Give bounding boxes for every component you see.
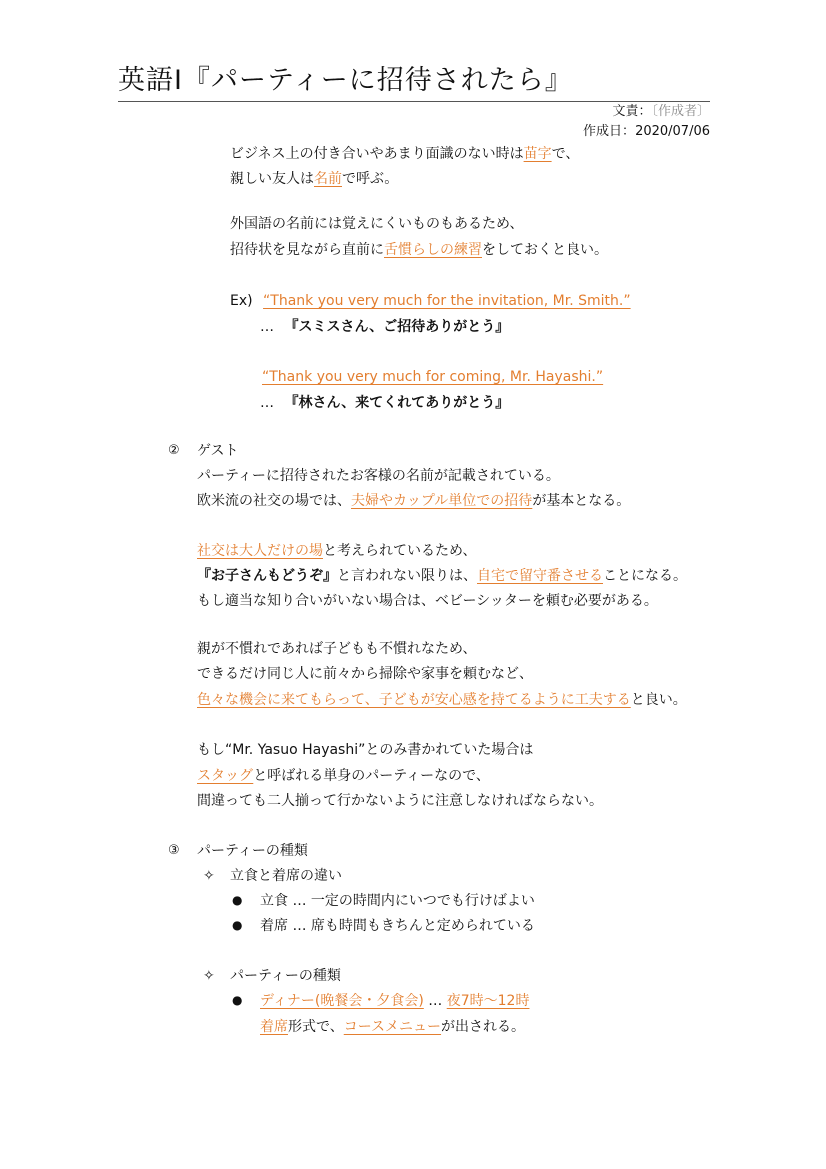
- guest-line-9: もし“Mr. Yasuo Hayashi”とのみ書かれていた場合は: [197, 742, 534, 758]
- date-label: 作成日：: [583, 124, 636, 139]
- guest-line-10: スタッグと呼ばれる単身のパーティーなので、: [197, 768, 490, 784]
- page-title: 英語Ⅰ『パーティーに招待されたら』: [118, 58, 710, 102]
- highlight-dinner: ディナー(晩餐会・夕食会): [260, 993, 424, 1009]
- bullet-standing: 立食 … 一定の時間内にいつでも行けばよい: [260, 893, 535, 909]
- highlight-stag: スタッグ: [197, 768, 254, 784]
- intro-line-1: ビジネス上の付き合いやあまり面識のない時は苗字で、: [230, 146, 580, 162]
- highlight-occasions: 色々な機会に来てもらって、子どもが安心感を持てるように工夫する: [197, 692, 631, 708]
- guest-line-7: できるだけ同じ人に前々から掃除や家事を頼むなど、: [197, 666, 533, 682]
- example-2-translation: … 『林さん、来てくれてありがとう』: [260, 395, 510, 411]
- guest-line-11: 間違っても二人揃って行かないように注意しなければならない。: [197, 793, 603, 809]
- bullet-dinner: ディナー(晩餐会・夕食会) … 夜7時～12時: [260, 993, 530, 1009]
- highlight-adults: 社交は大人だけの場: [197, 543, 323, 559]
- sub-marker-2: ✧: [203, 968, 215, 984]
- example-2-english: “Thank you very much for coming, Mr. Hayashi.”: [262, 369, 604, 385]
- sub-marker-1: ✧: [203, 868, 215, 884]
- intro-line-2: 親しい友人は名前で呼ぶ。: [230, 171, 399, 187]
- author-line: [612, 100, 710, 119]
- intro-line-4: 招待状を見ながら直前に舌慣らしの練習をしておくと良い。: [230, 242, 608, 258]
- highlight-seated: 着席: [260, 1019, 288, 1035]
- highlight-practice: 練習: [454, 242, 482, 258]
- author-placeholder: 〔作成者〕: [651, 104, 710, 119]
- section-2-number: ②: [168, 443, 180, 458]
- example-1: [230, 292, 631, 310]
- guest-line-8: 色々な機会に来てもらって、子どもが安心感を持てるように工夫すると良い。: [197, 692, 687, 708]
- highlight-home: 自宅で留守番させる: [477, 568, 603, 584]
- example-2: [262, 368, 603, 386]
- highlight-couple: 夫婦やカップル単位での招待: [351, 493, 533, 509]
- guest-line-4: 『お子さんもどうぞ』と言われない限りは、自宅で留守番させることになる。: [197, 568, 687, 584]
- section-3-number: ③: [168, 843, 180, 858]
- example-label: Ex): [230, 293, 253, 309]
- intro-line-3: 外国語の名前には覚えにくいものもあるため、: [230, 216, 524, 232]
- guest-line-2: 欧米流の社交の場では、夫婦やカップル単位での招待が基本となる。: [197, 493, 631, 509]
- guest-line-6: 親が不慣れであれば子どもも不慣れなため、: [197, 641, 477, 657]
- date-line: [583, 120, 710, 139]
- author-label: 文責：: [612, 104, 652, 119]
- highlight-surname: 苗字: [523, 146, 552, 162]
- guest-line-1: パーティーに招待されたお客様の名前が記載されている。: [197, 468, 560, 484]
- subheading-standing-seated: 立食と着席の違い: [230, 868, 342, 884]
- guest-line-5: もし適当な知り合いがいない場合は、ベビーシッターを頼む必要がある。: [197, 593, 658, 609]
- section-3-heading: パーティーの種類: [197, 843, 308, 859]
- example-1-english: “Thank you very much for the invitation, Mr. Smith.”: [263, 293, 631, 309]
- highlight-tongue: 舌慣らし: [384, 242, 440, 258]
- highlight-dinner-time: 夜7時～12時: [446, 993, 530, 1009]
- highlight-firstname: 名前: [314, 171, 342, 187]
- section-2-heading: ゲスト: [197, 443, 239, 459]
- bullet-icon: ●: [232, 893, 243, 907]
- bullet-icon: ●: [232, 918, 243, 932]
- guest-line-3: 社交は大人だけの場と考えられているため、: [197, 543, 477, 559]
- subheading-party-types: パーティーの種類: [230, 968, 341, 984]
- bullet-seated: 着席 … 席も時間もきちんと定められている: [260, 918, 535, 934]
- highlight-course-menu: コースメニュー: [343, 1019, 442, 1035]
- bullet-icon: ●: [232, 993, 243, 1007]
- date-value: 2020/07/06: [635, 124, 710, 139]
- example-1-translation: … 『スミスさん、ご招待ありがとう』: [260, 319, 510, 335]
- bullet-dinner-detail: 着席形式で、コースメニューが出される。: [260, 1019, 526, 1035]
